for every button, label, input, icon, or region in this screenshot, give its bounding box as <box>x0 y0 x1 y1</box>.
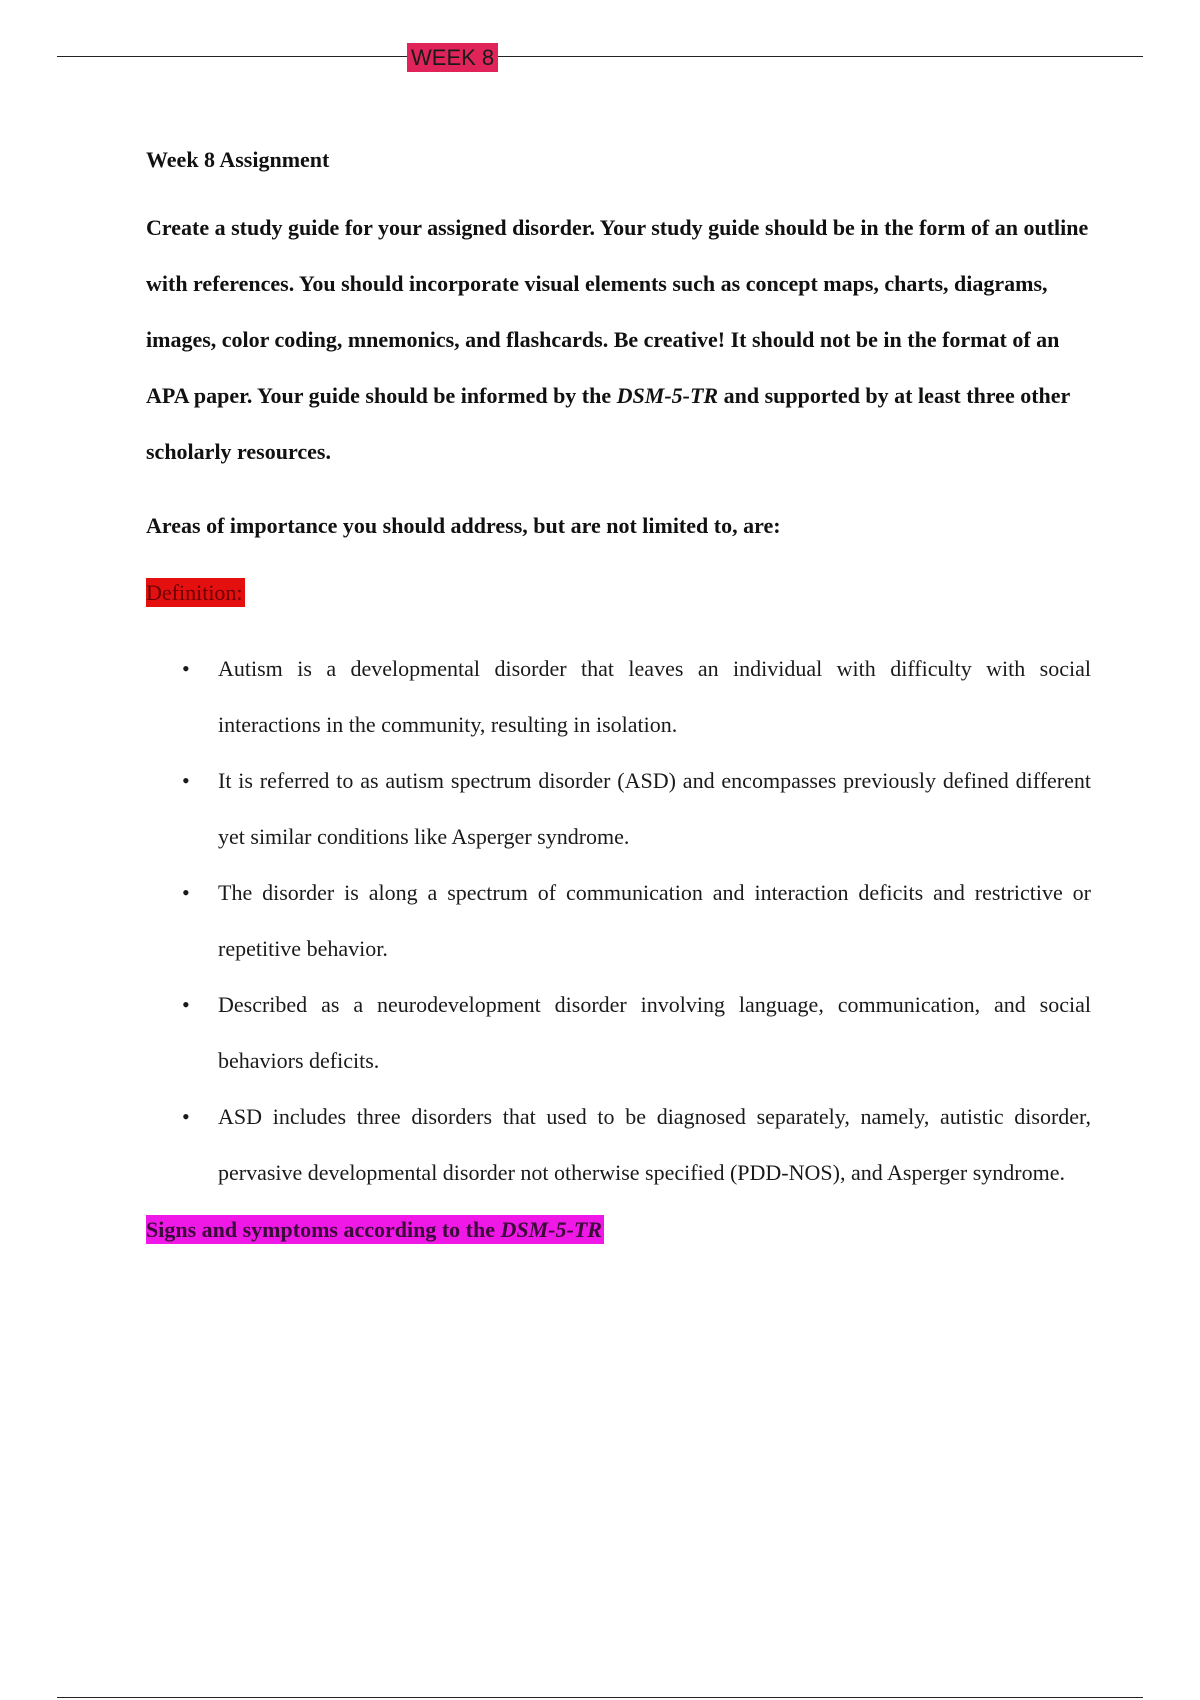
areas-heading: Areas of importance you should address, but are not limited to, are: <box>146 513 781 538</box>
definition-bullet-list <box>146 641 1091 1201</box>
bullet-icon: • <box>182 1104 190 1129</box>
footer-rule <box>57 1697 1143 1698</box>
week-badge: WEEK 8 <box>407 43 498 72</box>
list-item <box>146 753 1091 865</box>
list-item-text: Described as a neurodevelopment disorder involving language, communication, and social behaviors deficits. <box>218 992 1091 1073</box>
bullet-icon: • <box>182 992 190 1017</box>
list-item-text: Autism is a developmental disorder that leaves an individual with difficulty with social interactions in the community, resulting in isolation. <box>218 656 1091 737</box>
list-item <box>146 977 1091 1089</box>
bullet-icon: • <box>182 880 190 905</box>
list-item-text: ASD includes three disorders that used to be diagnosed separately, namely, autistic disorder, pervasive developmental disorder not otherwise specified (PDD-NOS), and Asperger syndrome. <box>218 1104 1091 1185</box>
instructions-text-2: and supported by at least three other scholarly resources. <box>146 383 1070 464</box>
list-item-text: It is referred to as autism spectrum disorder (ASD) and encompasses previously defined different yet similar conditions like Asperger syndrome. <box>218 768 1091 849</box>
header-rule <box>57 56 1143 57</box>
bullet-icon: • <box>182 768 190 793</box>
signs-label-text: Signs and symptoms according to the <box>146 1217 501 1242</box>
instructions-emphasis: DSM-5-TR <box>616 383 719 408</box>
signs-symptoms-label <box>146 1215 604 1244</box>
instructions-text-1: Create a study guide for your assigned disorder. Your study guide should be in the form of an outline with references. You should incorporate visual elements such as concept maps, charts, diagrams, images, color coding, mnemonics, and flashcards. Be creative! It should not be in the format of an APA paper. Your guide should be informed by the <box>146 215 1089 408</box>
definition-label: Definition: <box>146 580 243 605</box>
list-item <box>146 1089 1091 1201</box>
signs-label-emphasis: DSM-5-TR <box>500 1217 602 1242</box>
document-body <box>146 140 1091 1244</box>
bullet-icon: • <box>182 656 190 681</box>
list-item-text: The disorder is along a spectrum of communication and interaction deficits and restrictive or repetitive behavior. <box>218 880 1091 961</box>
assignment-instructions <box>146 200 1091 480</box>
list-item <box>146 641 1091 753</box>
list-item <box>146 865 1091 977</box>
page-title: Week 8 Assignment <box>146 147 330 172</box>
